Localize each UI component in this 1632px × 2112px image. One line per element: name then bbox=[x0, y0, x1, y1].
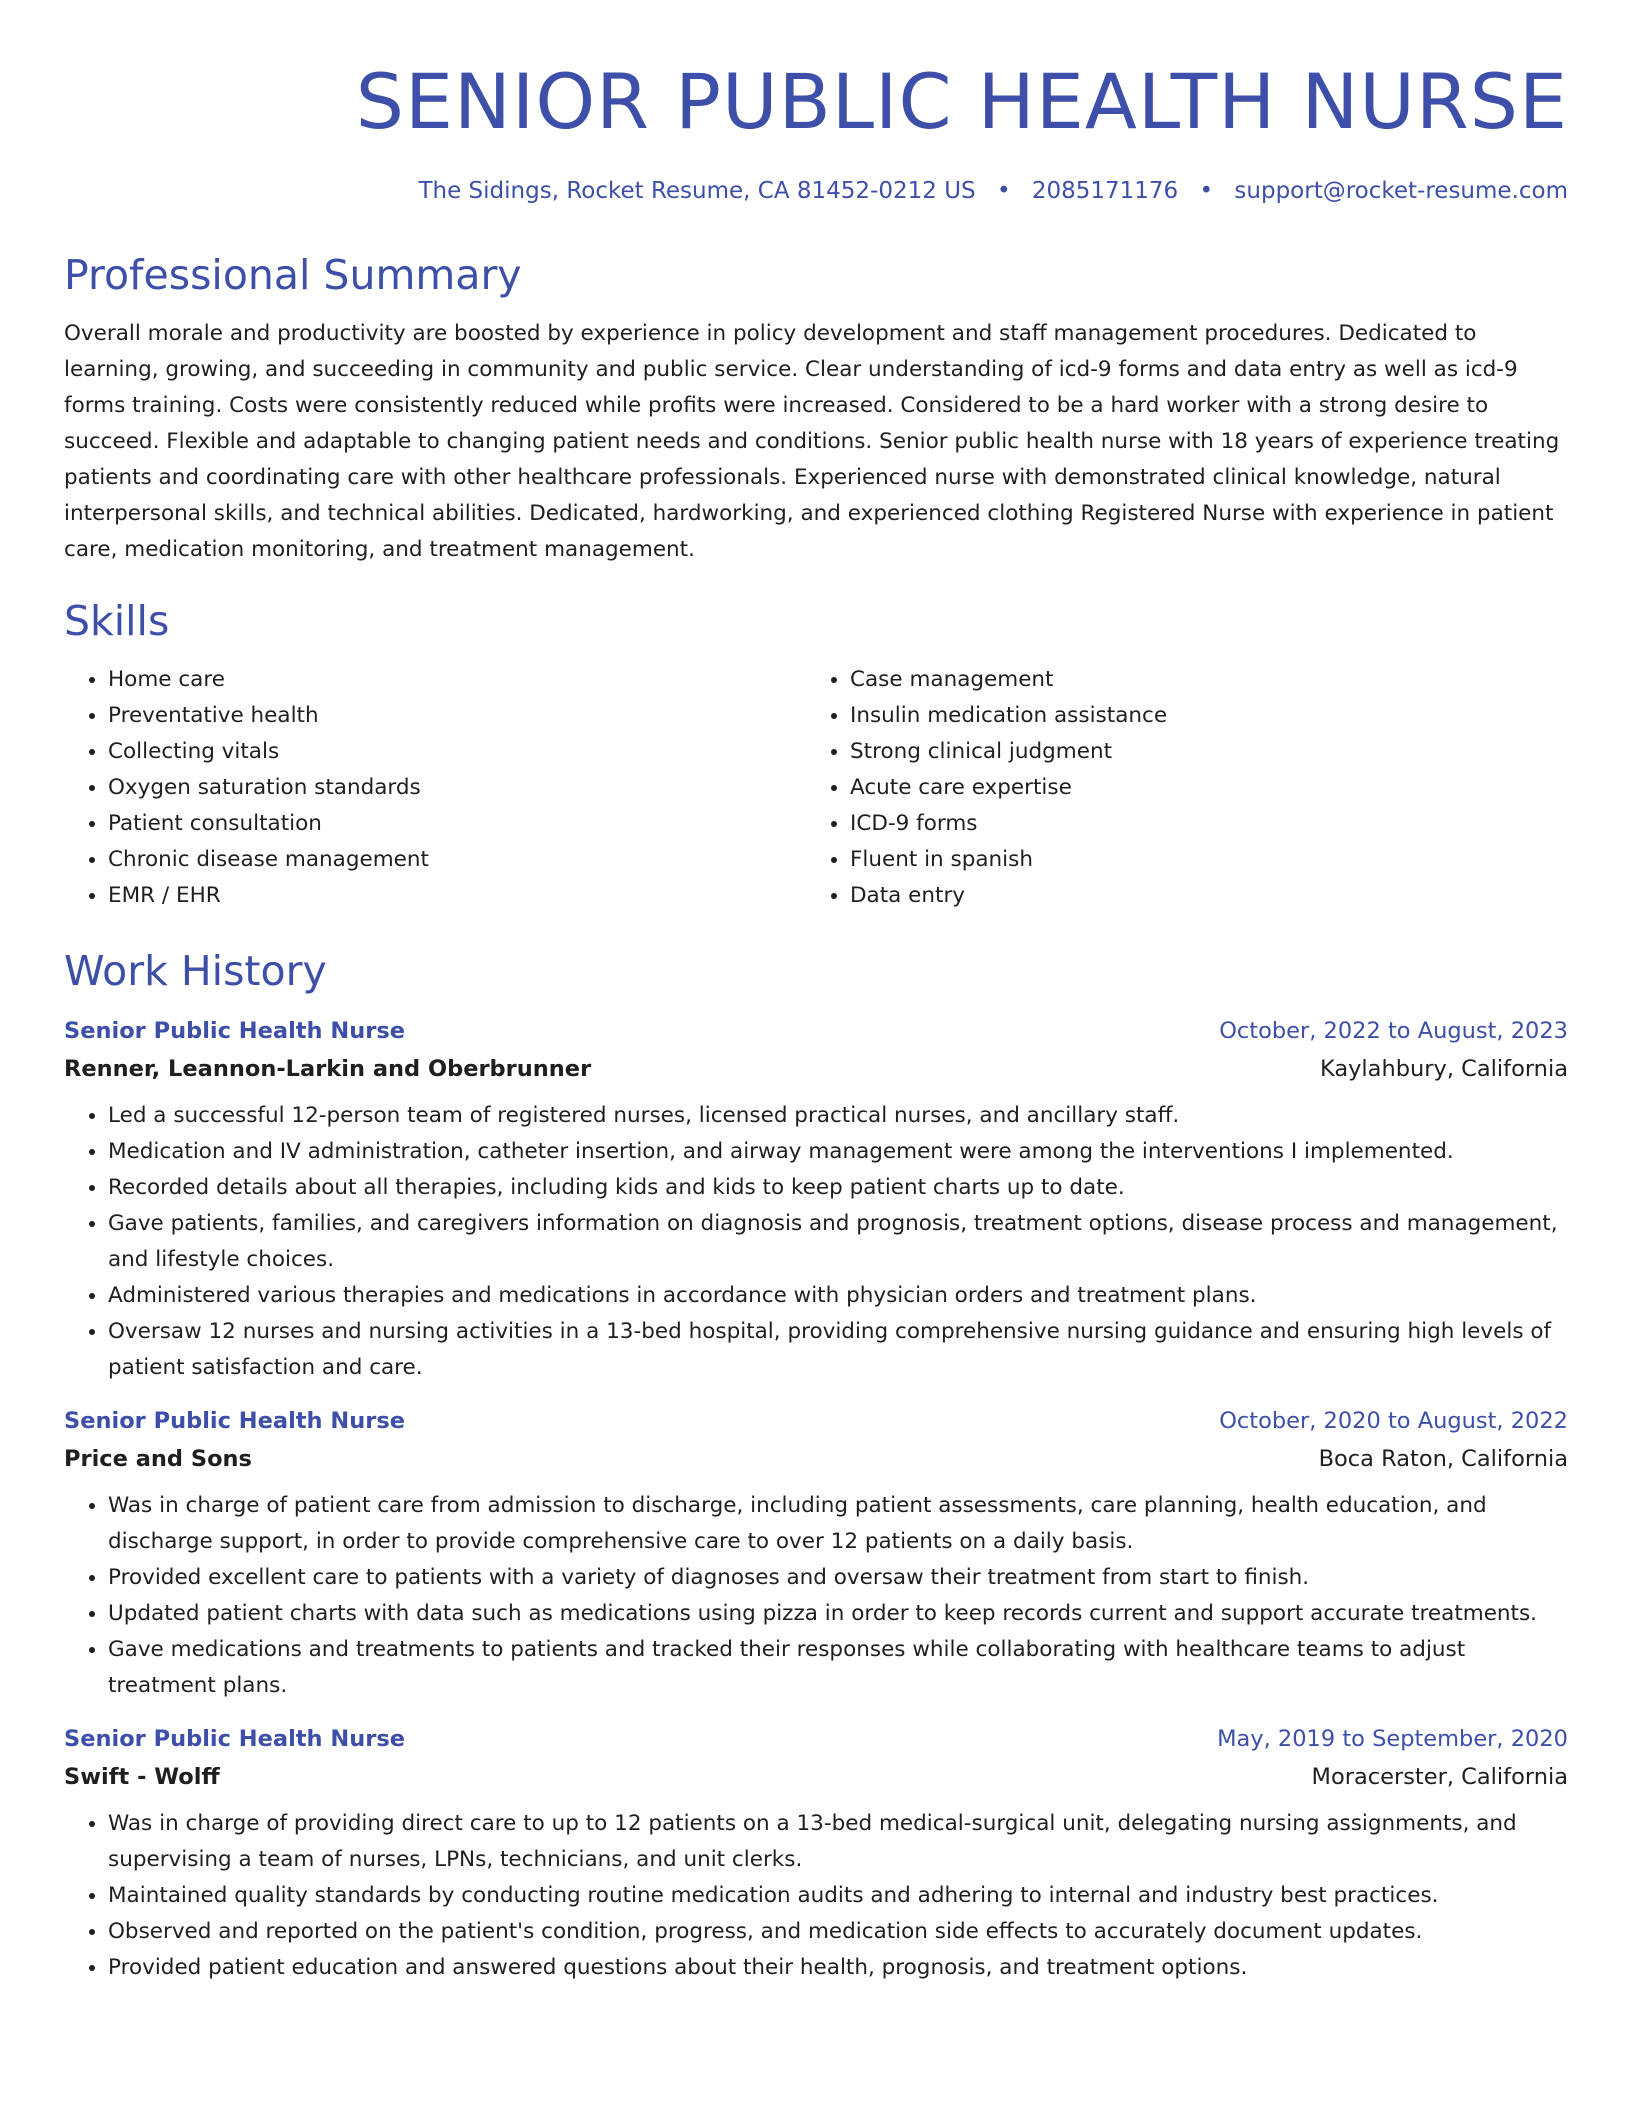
job-title: Senior Public Health Nurse bbox=[64, 1018, 405, 1044]
job-company: Price and Sons bbox=[64, 1446, 252, 1472]
job-header-row bbox=[64, 1016, 1568, 1046]
job-header-row bbox=[64, 1724, 1568, 1754]
contact-phone: 2085171176 bbox=[1031, 178, 1179, 204]
job-bullet: • Oversaw 12 nurses and nursing activities in a 13-bed hospital, providing comprehensive nursing guidance and ensuring high levels of patient satisfaction and care. bbox=[108, 1314, 1568, 1386]
job-title: Senior Public Health Nurse bbox=[64, 1408, 405, 1434]
job-bullet: • Provided excellent care to patients with a variety of diagnoses and oversaw their treatment from start to finish. bbox=[108, 1560, 1568, 1596]
work-history-heading: Work History bbox=[64, 947, 327, 995]
job-header-row bbox=[64, 1406, 1568, 1436]
job-bullets bbox=[64, 1488, 1568, 1704]
job-title: Senior Public Health Nurse bbox=[64, 1726, 405, 1752]
summary-heading: Professional Summary bbox=[64, 251, 522, 299]
skills-list-right bbox=[806, 662, 1548, 914]
skill-item: • Preventative health bbox=[108, 698, 806, 734]
skill-item: • Strong clinical judgment bbox=[850, 734, 1548, 770]
job-dates: May, 2019 to September, 2020 bbox=[1217, 1726, 1568, 1752]
job-bullet: • Was in charge of patient care from admission to discharge, including patient assessments, care planning, health education, and discharge support, in order to provide comprehensive care to over 12 patients on a daily basis. bbox=[108, 1488, 1568, 1560]
job-bullets bbox=[64, 1806, 1568, 1986]
job-bullet: • Was in charge of providing direct care to up to 12 patients on a 13-bed medical-surgical unit, delegating nursing assignments, and supervising a team of nurses, LPNs, technicians, and unit clerks. bbox=[108, 1806, 1568, 1878]
job-location: Boca Raton, California bbox=[1318, 1446, 1568, 1472]
skill-item: • Home care bbox=[108, 662, 806, 698]
skill-item: • Acute care expertise bbox=[850, 770, 1548, 806]
contact-separator: • bbox=[996, 178, 1011, 204]
skills-columns bbox=[64, 662, 1568, 914]
job-company-row bbox=[64, 1054, 1568, 1084]
skill-item: • EMR / EHR bbox=[108, 878, 806, 914]
skill-item: • Case management bbox=[850, 662, 1548, 698]
skill-item: • Oxygen saturation standards bbox=[108, 770, 806, 806]
job-bullets bbox=[64, 1098, 1568, 1386]
job-bullet: • Gave medications and treatments to patients and tracked their responses while collaborating with healthcare teams to adjust treatment plans. bbox=[108, 1632, 1568, 1704]
job-location: Moracerster, California bbox=[1311, 1764, 1568, 1790]
job-bullet: • Administered various therapies and medications in accordance with physician orders and treatment plans. bbox=[108, 1278, 1568, 1314]
skill-item: • Insulin medication assistance bbox=[850, 698, 1548, 734]
job-dates: October, 2020 to August, 2022 bbox=[1219, 1408, 1568, 1434]
contact-address: The Sidings, Rocket Resume, CA 81452-0212 US bbox=[418, 178, 976, 204]
job-bullet: • Maintained quality standards by conducting routine medication audits and adhering to internal and industry best practices. bbox=[108, 1878, 1568, 1914]
skill-item: • Fluent in spanish bbox=[850, 842, 1548, 878]
job-location: Kaylahbury, California bbox=[1319, 1056, 1568, 1082]
skills-list-left bbox=[64, 662, 806, 914]
skill-item: • Data entry bbox=[850, 878, 1548, 914]
candidate-title: SENIOR PUBLIC HEALTH NURSE bbox=[355, 57, 1568, 146]
job-bullet: • Provided patient education and answered questions about their health, prognosis, and treatment options. bbox=[108, 1950, 1568, 1986]
job-bullet: • Medication and IV administration, catheter insertion, and airway management were among the interventions I implemented. bbox=[108, 1134, 1568, 1170]
resume-header bbox=[64, 56, 1568, 206]
job-company: Swift - Wolff bbox=[64, 1764, 220, 1790]
skill-item: • Collecting vitals bbox=[108, 734, 806, 770]
job-entry bbox=[64, 1016, 1568, 1386]
job-bullet: • Gave patients, families, and caregivers information on diagnosis and prognosis, treatment options, disease process and management, and lifestyle choices. bbox=[108, 1206, 1568, 1278]
job-company-row bbox=[64, 1762, 1568, 1792]
job-bullet: • Observed and reported on the patient's condition, progress, and medication side effects to accurately document updates. bbox=[108, 1914, 1568, 1950]
job-bullet: • Recorded details about all therapies, including kids and kids to keep patient charts up to date. bbox=[108, 1170, 1568, 1206]
job-entry bbox=[64, 1724, 1568, 1986]
job-company: Renner, Leannon-Larkin and Oberbrunner bbox=[64, 1056, 592, 1082]
job-entry bbox=[64, 1406, 1568, 1704]
skill-item: • Chronic disease management bbox=[108, 842, 806, 878]
contact-line bbox=[64, 176, 1568, 206]
skill-item: • Patient consultation bbox=[108, 806, 806, 842]
contact-email: support@rocket-resume.com bbox=[1234, 178, 1568, 204]
contact-separator: • bbox=[1199, 178, 1214, 204]
job-bullet: • Updated patient charts with data such as medications using pizza in order to keep records current and support accurate treatments. bbox=[108, 1596, 1568, 1632]
skill-item: • ICD-9 forms bbox=[850, 806, 1548, 842]
summary-text: Overall morale and productivity are boosted by experience in policy development and staff management procedures. Dedicated to learning, growing, and succeeding in community and public service. Clear understanding of icd-9 forms and data entry as well as icd-9 forms training. Costs were consistently reduced while profits were increased. Considered to be a hard worker with a strong desire to succeed. Flexible and adaptable to changing patient needs and conditions. Senior public health nurse with 18 years of experience treating patients and coordinating care with other healthcare professionals. Experienced nurse with demonstrated clinical knowledge, natural interpersonal skills, and technical abilities. Dedicated, hardworking, and experienced clothing Registered Nurse with experience in patient care, medication monitoring, and treatment management. bbox=[64, 321, 1560, 562]
job-dates: October, 2022 to August, 2023 bbox=[1219, 1018, 1568, 1044]
job-bullet: • Led a successful 12-person team of registered nurses, licensed practical nurses, and ancillary staff. bbox=[108, 1098, 1568, 1134]
skills-heading: Skills bbox=[64, 597, 170, 645]
job-company-row bbox=[64, 1444, 1568, 1474]
